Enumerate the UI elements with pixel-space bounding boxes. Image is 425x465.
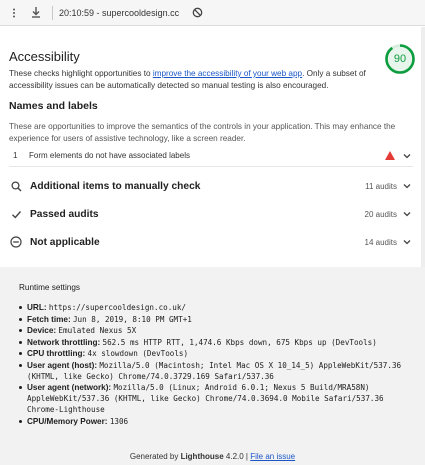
search-icon — [9, 179, 23, 193]
toolbar-divider — [52, 6, 53, 20]
clump-title: Additional items to manually check — [30, 180, 201, 192]
report-selector[interactable]: 20:10:59 - supercooldesign.cc — [59, 7, 180, 18]
audit-row-form-labels[interactable] — [9, 145, 413, 167]
lighthouse-version: 4.2.0 | — [223, 452, 251, 461]
runtime-key: User agent (host): — [27, 360, 98, 370]
runtime-value: Emulated Nexus 5X — [58, 326, 137, 335]
runtime-item — [19, 382, 414, 415]
description-text-end: . Only a subset of accessibility issues can be automatically detected so manual testing is also encouraged. — [9, 69, 366, 90]
runtime-item — [19, 416, 414, 427]
runtime-key: Network throttling: — [27, 337, 101, 347]
report-body — [0, 27, 421, 267]
menu-icon[interactable] — [6, 5, 22, 21]
runtime-key: URL: — [27, 303, 47, 312]
runtime-settings-title: Runtime settings — [19, 283, 80, 292]
chevron-down-icon[interactable] — [403, 238, 411, 246]
generated-by-text: Generated by — [129, 452, 181, 461]
clump-passed-audits[interactable] — [9, 201, 413, 227]
runtime-item — [19, 325, 414, 336]
file-issue-link[interactable]: File an issue — [250, 452, 296, 461]
chevron-down-icon[interactable] — [403, 182, 411, 190]
chevron-down-icon[interactable] — [403, 152, 411, 160]
description-text: These checks highlight opportunities to — [9, 69, 153, 78]
audit-title: Form elements do not have associated labels — [29, 151, 190, 160]
clump-not-applicable[interactable] — [9, 229, 413, 255]
fail-triangle-icon — [385, 151, 395, 160]
clump-count: 20 audits — [364, 209, 397, 219]
runtime-key: CPU/Memory Power: — [27, 416, 108, 426]
runtime-key: Device: — [27, 326, 57, 335]
lighthouse-name: Lighthouse — [180, 452, 224, 461]
minus-circle-icon — [9, 235, 23, 249]
devtools-toolbar — [0, 0, 425, 26]
runtime-item — [19, 337, 414, 348]
group-title: Names and labels — [9, 100, 98, 112]
group-description: These are opportunities to improve the semantics of the controls in your application. This may enhance the experience for users of assistive technology, like a screen reader. — [9, 122, 396, 143]
clear-icon[interactable] — [189, 5, 205, 21]
runtime-value: Jun 8, 2019, 8:10 PM GMT+1 — [72, 314, 192, 324]
download-icon[interactable] — [28, 5, 44, 21]
runtime-value: 1306 — [109, 416, 129, 426]
runtime-key: User agent (network): — [27, 383, 112, 392]
check-icon — [9, 207, 23, 221]
runtime-settings-list — [19, 302, 414, 427]
clump-title: Passed audits — [30, 208, 99, 220]
accessibility-link[interactable]: improve the accessibility of your web app — [152, 69, 303, 78]
runtime-key: Fetch time: — [27, 314, 71, 324]
runtime-item — [19, 302, 414, 313]
generated-by — [0, 452, 425, 461]
runtime-value: https://supercooldesign.co.uk/ — [48, 303, 186, 312]
runtime-value: Mozilla/5.0 (Linux; Android 6.0.1; Nexus 5 Build/MRA58N) AppleWebKit/537.36 (KHTML, like Gecko) Chrome/74.0.3694.0 Mobile Safari/537.36 Chrome-Lighthouse — [27, 383, 384, 414]
clump-count: 14 audits — [364, 237, 397, 247]
category-description — [9, 68, 381, 91]
scrollbar[interactable] — [421, 27, 425, 267]
clump-count: 11 audits — [365, 181, 397, 191]
runtime-item — [19, 348, 414, 359]
clump-manual-checks[interactable] — [9, 173, 413, 199]
clump-title: Not applicable — [30, 236, 100, 248]
category-title: Accessibility — [9, 49, 80, 64]
audit-index: 1 — [13, 151, 18, 160]
runtime-value: 4x slowdown (DevTools) — [87, 349, 189, 358]
runtime-item — [19, 360, 414, 382]
score-value: 90 — [393, 53, 407, 65]
chevron-down-icon[interactable] — [403, 210, 411, 218]
report-footer — [0, 267, 425, 465]
runtime-value: Mozilla/5.0 (Macintosh; Intel Mac OS X 10_14_5) AppleWebKit/537.36 (KHTML, like Gecko) Chrome/74.0.3729.169 Safari/537.36 — [27, 360, 402, 381]
runtime-item — [19, 314, 414, 325]
runtime-key: CPU throttling: — [27, 349, 86, 358]
runtime-value: 562.5 ms HTTP RTT, 1,474.6 Kbps down, 675 Kbps up (DevTools) — [102, 337, 377, 347]
